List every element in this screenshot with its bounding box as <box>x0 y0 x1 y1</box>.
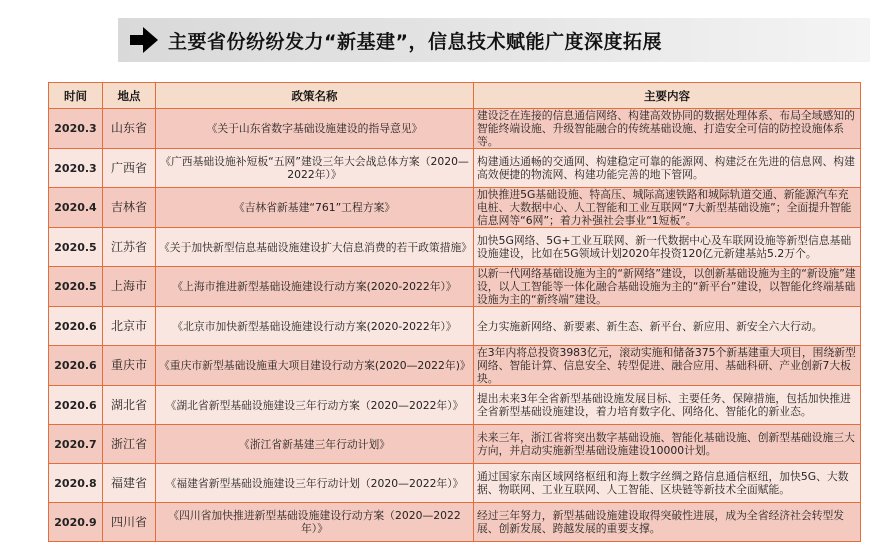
cell-content: 加快推进5G基础设施、特高压、城际高速铁路和城际轨道交通、新能源汽车充电桩、大数据中心、人工智能和工业互联网“7大新型基础设施”；全面提升智能信息网等“6网”；着力补强社会事业“1短板”。 <box>474 188 861 228</box>
cell-policy: 《广西基础设施补短板“五网”建设三年大会战总体方案（2020—2022年）》 <box>156 149 474 188</box>
policy-table <box>48 82 861 542</box>
cell-content: 未来三年，浙江省将突出数字基础设施、智能化基础设施、创新型基础设施三大方向，并启动实施新型基础设施建设10000计划。 <box>474 425 861 464</box>
cell-place: 上海市 <box>103 267 156 307</box>
table-row <box>49 267 861 307</box>
header-content: 主要内容 <box>474 83 861 109</box>
cell-time: 2020.4 <box>49 188 103 228</box>
table-header-row <box>49 83 861 109</box>
cell-content: 建设泛在连接的信息通信网络、构建高效协同的数据处理体系、布局全域感知的智能终端设施、升级智能融合的传统基础设施、打造安全可信的防控设施体系等。 <box>474 109 861 149</box>
cell-time: 2020.6 <box>49 386 103 425</box>
cell-time: 2020.5 <box>49 267 103 307</box>
title-banner <box>118 18 870 62</box>
cell-time: 2020.9 <box>49 503 103 542</box>
cell-content: 在3年内将总投资3983亿元，滚动实施和储备375个新基建重大项目，围绕新型网络、智能计算、信息安全、转型促进、融合应用、基础科研、产业创新7大板块。 <box>474 346 861 386</box>
cell-content: 加快5G网络、5G+工业互联网、新一代数据中心及车联网设施等新型信息基础设施建设，比如在5G领域计划2020年投资120亿元新建基站5.2万个。 <box>474 228 861 267</box>
cell-policy: 《湖北省新型基础设施建设三年行动方案（2020—2022年）》 <box>156 386 474 425</box>
table-row <box>49 386 861 425</box>
cell-place: 山东省 <box>103 109 156 149</box>
page-title: 主要省份纷纷发力“新基建”，信息技术赋能广度深度拓展 <box>168 30 662 53</box>
table-row <box>49 307 861 346</box>
cell-content: 提出未来3年全省新型基础设施发展目标、主要任务、保障措施，包括加快推进全省新型基础设施建设，着力培育数字化、网络化、智能化的新业态。 <box>474 386 861 425</box>
cell-policy: 《四川省加快推进新型基础设施建设行动方案（2020—2022年）》 <box>156 503 474 542</box>
table-row <box>49 346 861 386</box>
header-policy: 政策名称 <box>156 83 474 109</box>
cell-time: 2020.3 <box>49 109 103 149</box>
cell-policy: 《上海市推进新型基础设施建设行动方案(2020-2022年）》 <box>156 267 474 307</box>
cell-content: 通过国家东南区域网络枢纽和海上数字丝绸之路信息通信枢纽，加快5G、大数据、物联网、工业互联网、人工智能、区块链等新技术全面赋能。 <box>474 464 861 503</box>
cell-place: 北京市 <box>103 307 156 346</box>
arrow-right-icon <box>130 27 158 53</box>
header-place: 地点 <box>103 83 156 109</box>
cell-place: 福建省 <box>103 464 156 503</box>
cell-content: 全力实施新网络、新要素、新生态、新平台、新应用、新安全六大行动。 <box>474 307 861 346</box>
cell-time: 2020.8 <box>49 464 103 503</box>
cell-place: 吉林省 <box>103 188 156 228</box>
cell-content: 以新一代网络基础设施为主的“新网络”建设，以创新基础设施为主的“新设施”建设，以人工智能等一体化融合基础设施为主的“新平台”建设，以智能化终端基础设施为主的“新终端”建设。 <box>474 267 861 307</box>
cell-time: 2020.6 <box>49 307 103 346</box>
table-row <box>49 228 861 267</box>
cell-place: 江苏省 <box>103 228 156 267</box>
header-time: 时间 <box>49 83 103 109</box>
cell-place: 浙江省 <box>103 425 156 464</box>
cell-place: 重庆市 <box>103 346 156 386</box>
cell-place: 四川省 <box>103 503 156 542</box>
policy-table-container <box>48 82 860 535</box>
cell-policy: 《重庆市新型基础设施重大项目建设行动方案(2020—2022年)》 <box>156 346 474 386</box>
cell-content: 构建通达通畅的交通网、构建稳定可靠的能源网、构建泛在先进的信息网、构建高效便捷的物流网、构建功能完善的地下管网。 <box>474 149 861 188</box>
table-row <box>49 503 861 542</box>
cell-policy: 《关于山东省数字基础设施建设的指导意见》 <box>156 109 474 149</box>
cell-time: 2020.5 <box>49 228 103 267</box>
table-row <box>49 109 861 149</box>
table-row <box>49 464 861 503</box>
cell-place: 湖北省 <box>103 386 156 425</box>
cell-time: 2020.3 <box>49 149 103 188</box>
cell-content: 经过三年努力，新型基础设施建设取得突破性进展，成为全省经济社会转型发展、创新发展、跨越发展的重要支撑。 <box>474 503 861 542</box>
cell-policy: 《浙江省新基建三年行动计划》 <box>156 425 474 464</box>
table-row <box>49 188 861 228</box>
cell-place: 广西省 <box>103 149 156 188</box>
table-row <box>49 425 861 464</box>
cell-policy: 《吉林省新基建“761”工程方案》 <box>156 188 474 228</box>
cell-policy: 《福建省新型基础设施建设三年行动计划（2020—2022年）》 <box>156 464 474 503</box>
table-row <box>49 149 861 188</box>
cell-time: 2020.6 <box>49 346 103 386</box>
cell-policy: 《北京市加快新型基础设施建设行动方案(2020-2022年）》 <box>156 307 474 346</box>
cell-policy: 《关于加快新型信息基础设施建设扩大信息消费的若干政策措施》 <box>156 228 474 267</box>
cell-time: 2020.7 <box>49 425 103 464</box>
